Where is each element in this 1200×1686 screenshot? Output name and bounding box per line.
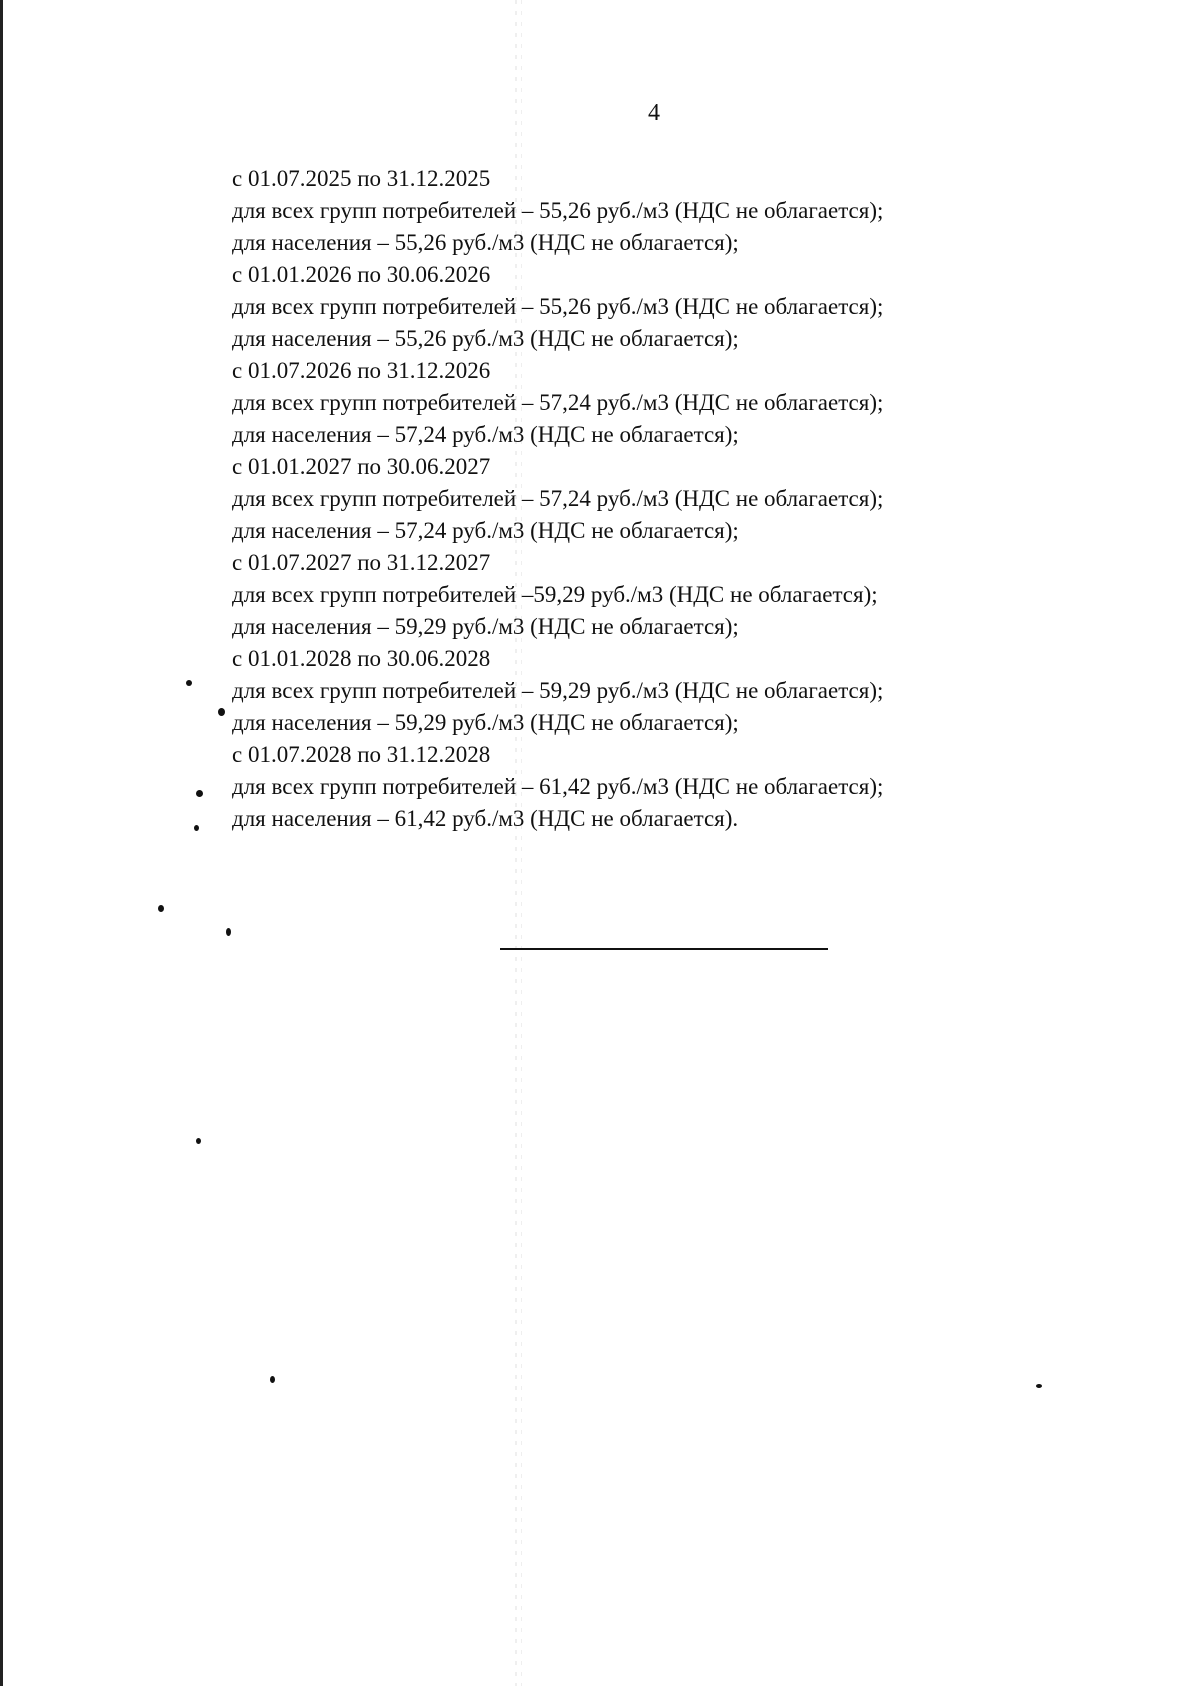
tariff-line-population: для населения – 55,26 руб./м3 (НДС не облагается); — [232, 230, 739, 255]
page-left-edge — [0, 0, 3, 1686]
tariff-list — [232, 163, 952, 835]
period-line: с 01.01.2027 по 30.06.2027 — [232, 454, 491, 479]
period-line: с 01.07.2025 по 31.12.2025 — [232, 166, 491, 191]
scan-speck — [194, 825, 199, 831]
tariff-line-population: для населения – 55,26 руб./м3 (НДС не облагается); — [232, 326, 739, 351]
tariff-line-all-consumers: для всех групп потребителей –59,29 руб./м3 (НДС не облагается); — [232, 582, 878, 607]
tariff-line-all-consumers: для всех групп потребителей – 57,24 руб./м3 (НДС не облагается); — [232, 486, 884, 511]
tariff-line-population: для населения – 59,29 руб./м3 (НДС не облагается); — [232, 614, 739, 639]
scan-speck — [158, 905, 164, 912]
period-line: с 01.07.2028 по 31.12.2028 — [232, 742, 491, 767]
scan-speck — [270, 1376, 275, 1383]
tariff-line-all-consumers: для всех групп потребителей – 59,29 руб./м3 (НДС не облагается); — [232, 678, 884, 703]
tariff-line-population: для населения – 61,42 руб./м3 (НДС не облагается). — [232, 806, 739, 831]
end-of-text-rule — [500, 948, 828, 950]
period-line: с 01.01.2026 по 30.06.2026 — [232, 262, 491, 287]
period-line: с 01.07.2027 по 31.12.2027 — [232, 550, 491, 575]
tariff-line-all-consumers: для всех групп потребителей – 55,26 руб./м3 (НДС не облагается); — [232, 198, 884, 223]
tariff-line-all-consumers: для всех групп потребителей – 57,24 руб./м3 (НДС не облагается); — [232, 390, 884, 415]
tariff-line-all-consumers: для всех групп потребителей – 61,42 руб./м3 (НДС не облагается); — [232, 774, 884, 799]
scan-speck — [226, 928, 231, 936]
scan-speck — [196, 790, 203, 797]
tariff-line-all-consumers: для всех групп потребителей – 55,26 руб./м3 (НДС не облагается); — [232, 294, 884, 319]
tariff-line-population: для населения – 57,24 руб./м3 (НДС не облагается); — [232, 422, 739, 447]
scan-speck — [218, 708, 225, 716]
scan-speck — [196, 1138, 201, 1144]
tariff-line-population: для населения – 57,24 руб./м3 (НДС не облагается); — [232, 518, 739, 543]
scan-speck — [1036, 1384, 1042, 1388]
tariff-line-population: для населения – 59,29 руб./м3 (НДС не облагается); — [232, 710, 739, 735]
period-line: с 01.07.2026 по 31.12.2026 — [232, 358, 491, 383]
scan-speck — [186, 680, 192, 686]
page-number: 4 — [648, 100, 660, 126]
period-line: с 01.01.2028 по 30.06.2028 — [232, 646, 491, 671]
